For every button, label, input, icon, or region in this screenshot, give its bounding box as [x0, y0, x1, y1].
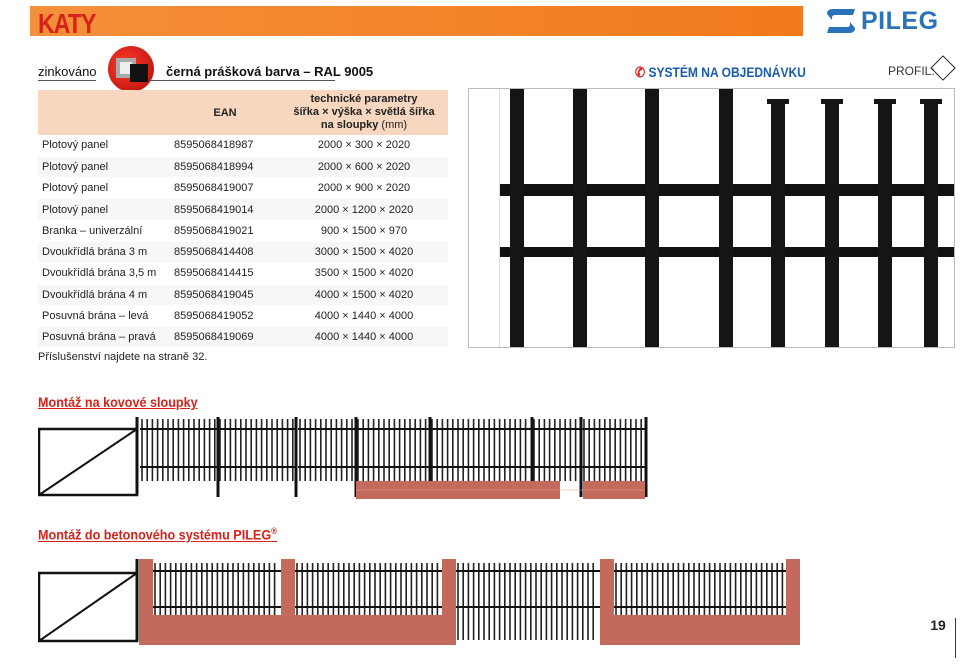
table-row [38, 327, 448, 348]
cell-ean: 8595068419014 [170, 199, 280, 220]
color-label: černá prášková barva – RAL 9005 [166, 64, 374, 79]
cell-name: Plotový panel [38, 135, 170, 156]
page-number-divider [955, 618, 956, 658]
pileg-logo [823, 6, 955, 36]
header-name [38, 90, 170, 135]
cell-dimensions: 2000 × 1200 × 2020 [280, 199, 448, 220]
cell-ean: 8595068414408 [170, 241, 280, 262]
header-params-line2: šířka × výška × světlá šířka [293, 106, 435, 118]
table-header-row [38, 90, 448, 135]
header-params [280, 90, 448, 135]
cell-ean: 8595068419069 [170, 327, 280, 348]
header-params-line3 [280, 119, 448, 132]
metal-posts-fence-diagram [38, 415, 650, 500]
concrete-system-fence-diagram [38, 545, 812, 645]
section-concrete-system [38, 526, 277, 543]
table-row [38, 156, 448, 177]
profile-icon [108, 46, 154, 92]
parameters-table [38, 90, 448, 348]
cell-ean: 8595068414415 [170, 263, 280, 284]
system-on-order [635, 64, 806, 81]
brand-name: PILEG [861, 7, 939, 35]
cell-ean: 8595068419007 [170, 178, 280, 199]
cell-name: Branka – univerzální [38, 220, 170, 241]
cell-dimensions: 3500 × 1500 × 4020 [280, 263, 448, 284]
header-params-unit: (mm) [378, 119, 408, 131]
header-params-posts: na sloupky [320, 119, 379, 131]
cell-name: Dvoukřídlá brána 4 m [38, 284, 170, 305]
fence-closeup-illustration [469, 89, 954, 347]
cell-name: Dvoukřídlá brána 3,5 m [38, 263, 170, 284]
cell-name: Plotový panel [38, 178, 170, 199]
registered-mark: ® [271, 526, 278, 536]
cell-ean: 8595068419045 [170, 284, 280, 305]
cell-name: Plotový panel [38, 156, 170, 177]
cell-dimensions: 2000 × 300 × 2020 [280, 135, 448, 156]
header-ean: EAN [170, 90, 280, 135]
cell-name: Plotový panel [38, 199, 170, 220]
accessories-note: Příslušenství najdete na straně 32. [38, 351, 208, 363]
table-row [38, 220, 448, 241]
cell-ean: 8595068418994 [170, 156, 280, 177]
page-title: KATY [38, 8, 96, 39]
table-row [38, 199, 448, 220]
header-params-line1: technické parametry [310, 93, 418, 105]
cell-name: Posuvná brána – pravá [38, 327, 170, 348]
cell-dimensions: 4000 × 1500 × 4020 [280, 284, 448, 305]
table-row [38, 241, 448, 262]
table-row [38, 305, 448, 326]
table-row [38, 135, 448, 156]
section-metal-posts: Montáž na kovové sloupky [38, 394, 198, 410]
profil-label: PROFIL: [888, 64, 935, 78]
cell-ean: 8595068418987 [170, 135, 280, 156]
cell-dimensions: 2000 × 900 × 2020 [280, 178, 448, 199]
cell-name: Dvoukřídlá brána 3 m [38, 241, 170, 262]
header-bar [30, 6, 803, 39]
cell-dimensions: 3000 × 1500 × 4020 [280, 241, 448, 262]
zinc-underline [38, 80, 96, 81]
section-concrete-title: Montáž do betonového systému PILEG [38, 526, 272, 543]
cell-dimensions: 4000 × 1440 × 4000 [280, 305, 448, 326]
system-label: SYSTÉM NA OBJEDNÁVKU [648, 64, 806, 80]
pileg-logo-icon [823, 6, 859, 36]
cell-ean: 8595068419052 [170, 305, 280, 326]
zinc-label: zinkováno [38, 64, 97, 79]
cell-name: Posuvná brána – levá [38, 305, 170, 326]
cell-ean: 8595068419021 [170, 220, 280, 241]
cell-dimensions: 900 × 1500 × 970 [280, 220, 448, 241]
page-number: 19 [930, 617, 946, 633]
fence-closeup-photo [468, 88, 955, 348]
table-row [38, 263, 448, 284]
phone-icon: ✆ [635, 64, 646, 80]
table-row [38, 178, 448, 199]
cell-dimensions: 2000 × 600 × 2020 [280, 156, 448, 177]
table-row [38, 284, 448, 305]
cell-dimensions: 4000 × 1440 × 4000 [280, 327, 448, 348]
color-underline [150, 80, 335, 81]
